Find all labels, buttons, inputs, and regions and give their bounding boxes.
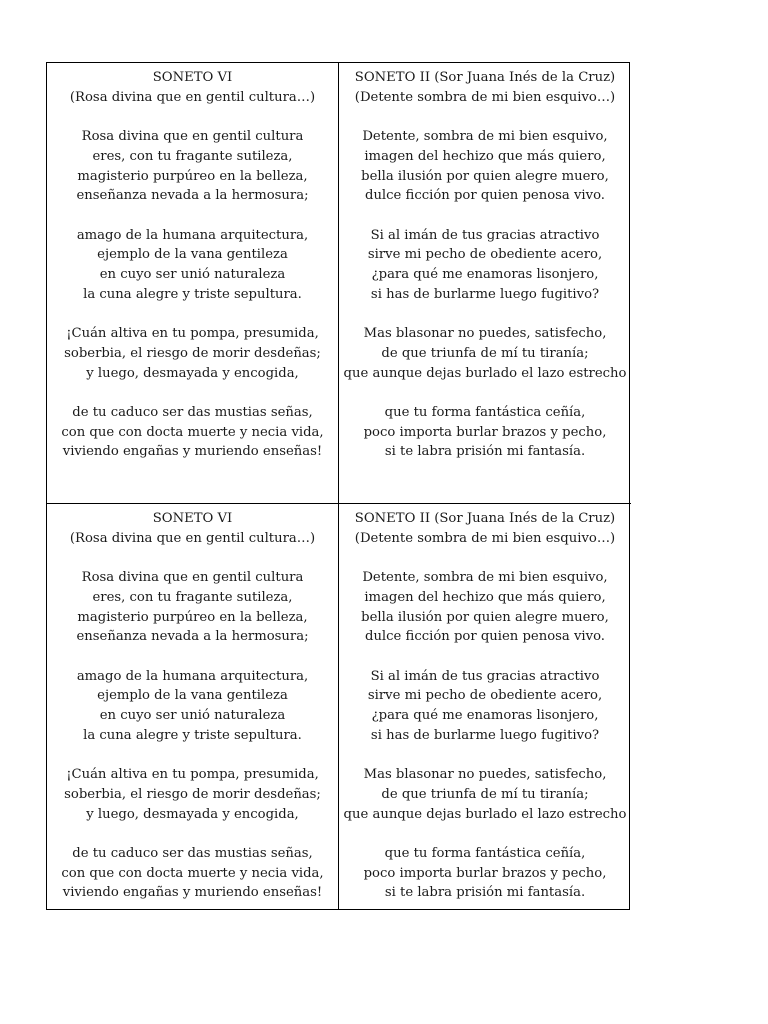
poem-subtitle: (Detente sombra de mi bien esquivo…) — [354, 530, 616, 546]
stanza-spacer — [47, 206, 338, 226]
poem-card — [47, 504, 339, 909]
stanza-spacer — [339, 107, 631, 127]
stanza-spacer — [339, 745, 631, 765]
verse-line: Detente, sombra de mi bien esquivo, — [362, 570, 608, 586]
poem-title: SONETO VI — [152, 511, 233, 526]
verse-line: poco importa burlar brazos y pecho, — [363, 424, 607, 440]
verse-line: de que triunfa de mí tu tiranía; — [381, 345, 589, 361]
stanza-spacer — [47, 383, 338, 403]
poem-title: SONETO II (Sor Juana Inés de la Cruz) — [354, 511, 616, 526]
verse-line: magisterio purpúreo en la belleza, — [77, 609, 308, 625]
verse-line: Si al imán de tus gracias atractivo — [370, 668, 600, 684]
verse-line: ¿para qué me enamoras lisonjero, — [371, 708, 599, 723]
verse-line: de tu caduco ser das mustias señas, — [72, 404, 313, 420]
stanza-spacer — [47, 824, 338, 844]
verse-line: que aunque dejas burlado el lazo estrecho — [343, 806, 627, 822]
verse-line: dulce ficción por quien penosa vivo. — [365, 188, 605, 204]
verse-line: eres, con tu fragante sutileza, — [92, 589, 293, 605]
verse-line: ¡Cuán altiva en tu pompa, presumida, — [66, 767, 319, 783]
stanza-spacer — [339, 383, 631, 403]
stanza-spacer — [47, 745, 338, 765]
verse-line: Si al imán de tus gracias atractivo — [370, 227, 600, 243]
verse-line: sirve mi pecho de obediente acero, — [367, 247, 603, 263]
verse-line: enseñanza nevada a la hermosura; — [76, 188, 309, 204]
verse-line: que tu forma fantástica ceñía, — [384, 845, 586, 861]
poem-title: SONETO II (Sor Juana Inés de la Cruz) — [354, 70, 616, 85]
verse-line: de que triunfa de mí tu tiranía; — [381, 786, 589, 802]
verse-line: Rosa divina que en gentil cultura — [81, 129, 304, 145]
verse-line: enseñanza nevada a la hermosura; — [76, 629, 309, 645]
poem-subtitle: (Rosa divina que en gentil cultura…) — [69, 530, 316, 546]
verse-line: viviendo engañas y muriendo enseñas! — [62, 444, 323, 460]
verse-line: y luego, desmayada y encogida, — [86, 806, 299, 822]
poem-card — [47, 63, 339, 504]
verse-line: poco importa burlar brazos y pecho, — [363, 865, 607, 881]
verse-line: la cuna alegre y triste sepultura. — [83, 286, 302, 302]
stanza-spacer — [47, 548, 338, 568]
verse-line: Rosa divina que en gentil cultura — [81, 570, 304, 586]
poem-card — [339, 504, 631, 909]
verse-line: si has de burlarme luego fugitivo? — [370, 286, 600, 302]
stanza-spacer — [339, 647, 631, 667]
verse-line: viviendo engañas y muriendo enseñas! — [62, 885, 323, 901]
stanza-spacer — [339, 824, 631, 844]
verse-line: la cuna alegre y triste sepultura. — [83, 727, 302, 743]
stanza-spacer — [339, 548, 631, 568]
verse-line: magisterio purpúreo en la belleza, — [77, 168, 308, 184]
poem-card — [339, 63, 631, 504]
stanza-spacer — [47, 107, 338, 127]
verse-line: ¡Cuán altiva en tu pompa, presumida, — [66, 326, 319, 342]
verse-line: en cuyo ser unió naturaleza — [99, 267, 286, 282]
verse-line: que tu forma fantástica ceñía, — [384, 404, 586, 420]
stanza-spacer — [339, 304, 631, 324]
poem-subtitle: (Rosa divina que en gentil cultura…) — [69, 89, 316, 105]
verse-line: con que con docta muerte y necia vida, — [61, 865, 324, 881]
verse-line: si has de burlarme luego fugitivo? — [370, 727, 600, 743]
poem-subtitle: (Detente sombra de mi bien esquivo…) — [354, 89, 616, 105]
verse-line: ejemplo de la vana gentileza — [97, 688, 288, 704]
verse-line: de tu caduco ser das mustias señas, — [72, 845, 313, 861]
verse-line: imagen del hechizo que más quiero, — [364, 148, 606, 164]
verse-line: amago de la humana arquitectura, — [76, 227, 309, 243]
verse-line: en cuyo ser unió naturaleza — [99, 708, 286, 723]
verse-line: eres, con tu fragante sutileza, — [92, 148, 293, 164]
verse-line: soberbia, el riesgo de morir desdeñas; — [64, 345, 321, 361]
verse-line: si te labra prisión mi fantasía. — [384, 444, 586, 460]
verse-line: ejemplo de la vana gentileza — [97, 247, 288, 263]
verse-line: Detente, sombra de mi bien esquivo, — [362, 129, 608, 145]
verse-line: Mas blasonar no puedes, satisfecho, — [363, 767, 607, 783]
verse-line: y luego, desmayada y encogida, — [86, 365, 299, 381]
verse-line: ¿para qué me enamoras lisonjero, — [371, 267, 599, 282]
stanza-spacer — [339, 206, 631, 226]
verse-line: sirve mi pecho de obediente acero, — [367, 688, 603, 704]
verse-line: amago de la humana arquitectura, — [76, 668, 309, 684]
poem-card-table — [46, 62, 630, 910]
verse-line: dulce ficción por quien penosa vivo. — [365, 629, 605, 645]
stanza-spacer — [47, 647, 338, 667]
verse-line: soberbia, el riesgo de morir desdeñas; — [64, 786, 321, 802]
verse-line: imagen del hechizo que más quiero, — [364, 589, 606, 605]
verse-line: si te labra prisión mi fantasía. — [384, 885, 586, 901]
poem-title: SONETO VI — [152, 70, 233, 85]
verse-line: con que con docta muerte y necia vida, — [61, 424, 324, 440]
verse-line: que aunque dejas burlado el lazo estrecho — [343, 365, 627, 381]
verse-line: bella ilusión por quien alegre muero, — [361, 168, 609, 184]
verse-line: bella ilusión por quien alegre muero, — [361, 609, 609, 625]
stanza-spacer — [47, 304, 338, 324]
verse-line: Mas blasonar no puedes, satisfecho, — [363, 326, 607, 342]
